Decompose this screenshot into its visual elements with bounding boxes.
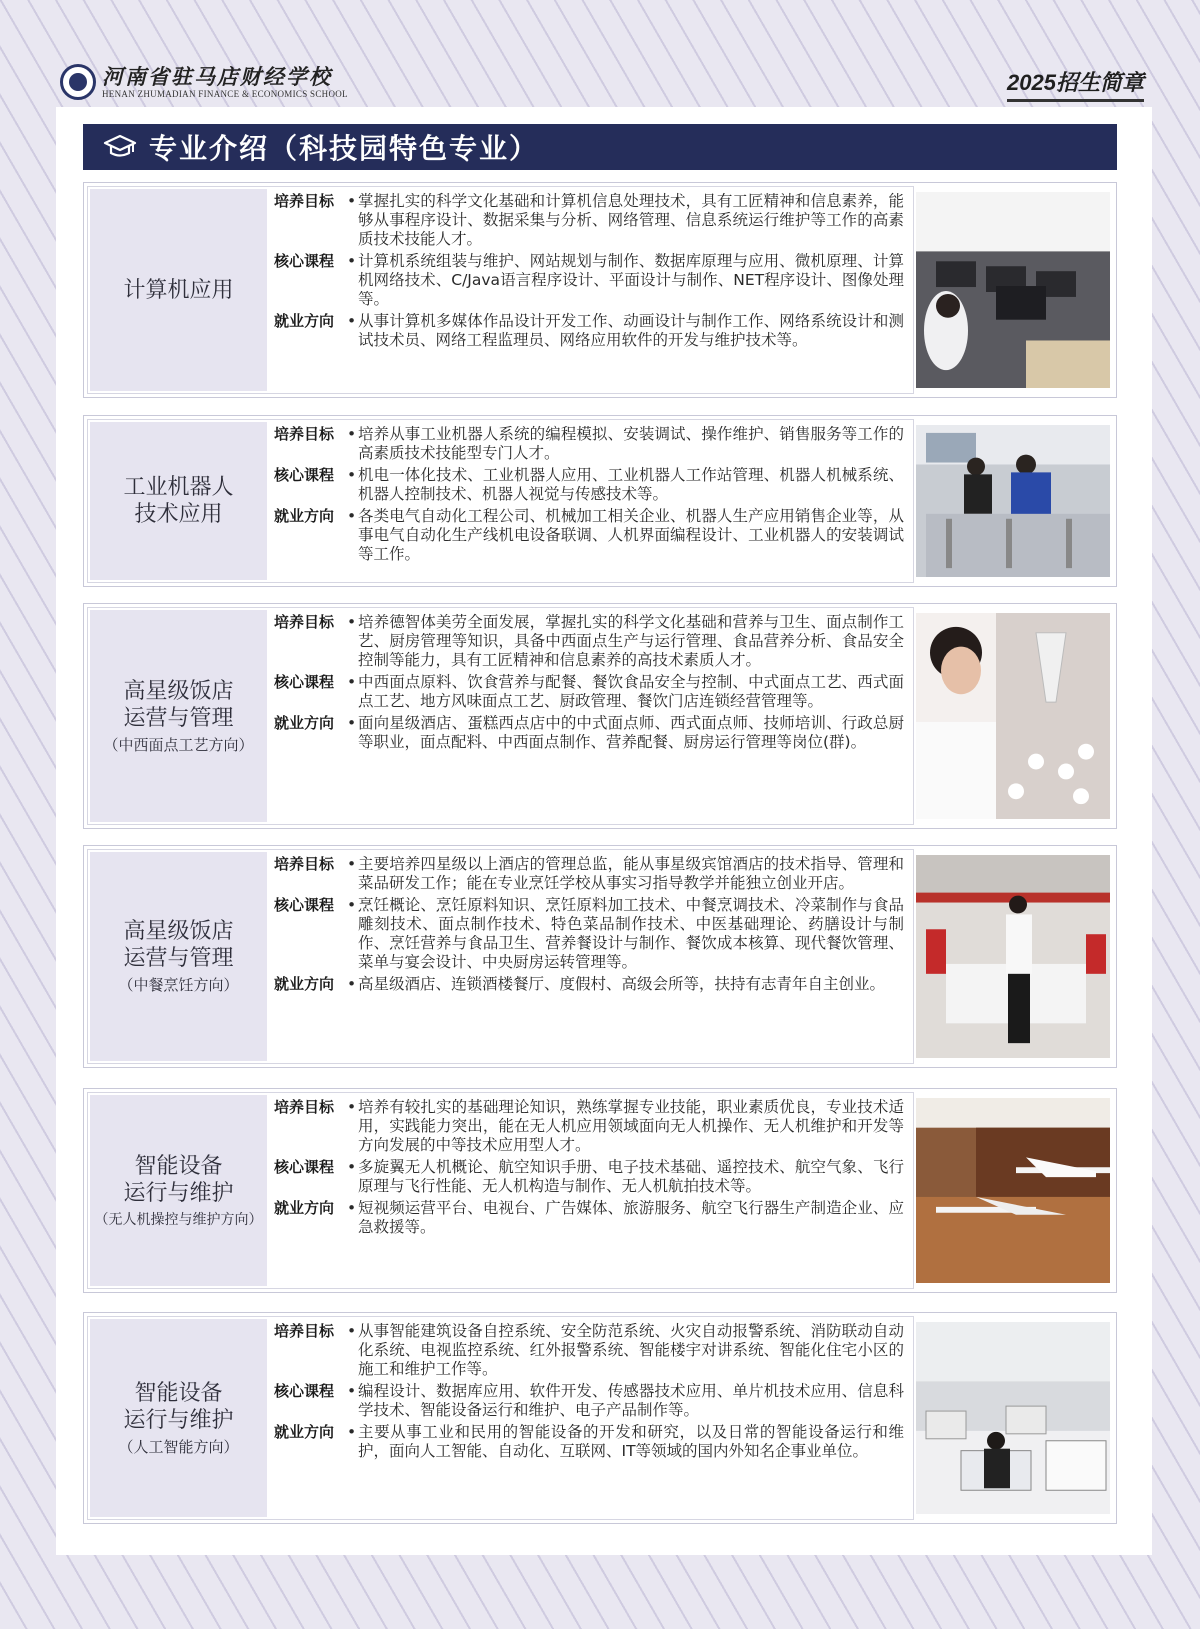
- school-seal-icon: [60, 64, 96, 100]
- major-name-box: [90, 610, 267, 822]
- goal-label: 培养目标: [274, 613, 335, 631]
- courses-text: • 烹饪概论、烹饪原料知识、烹饪原料加工技术、中餐烹调技术、冷菜制作与食品雕刻技术、面点制作技术、特色菜品制作技术、中医基础理论、药膳设计与制作、烹饪营养与食品卫生、营养餐设计与制作、餐饮成本核算、现代餐饮管理、菜单与宴会设计、中央厨房运转管理等。: [346, 896, 904, 972]
- career-label: 就业方向: [274, 312, 335, 330]
- goal-text: • 培养德智体美劳全面发展，掌握扎实的科学文化基础和营养与卫生、面点制作工艺、厨房管理等知识，具备中西面点生产与运行管理、食品营养分析、食品安全控制等能力，具有工匠精神和信息素养的高技术素质人才。: [346, 613, 904, 670]
- major-card-cuisine: [83, 845, 1117, 1068]
- goal-text: • 掌握扎实的科学文化基础和计算机信息处理技术，具有工匠精神和信息素养，能够从事程序设计、数据采集与分析、网络管理、信息系统运行维护等工作的高素质技术技能人才。: [346, 192, 904, 249]
- major-name-box: [90, 1095, 267, 1286]
- major-name-box: [90, 1319, 267, 1517]
- goal-text: • 培养从事工业机器人系统的编程模拟、安装调试、操作维护、销售服务等工作的高素质技术技能型专门人才。: [346, 425, 904, 463]
- computer-lab-photo: [916, 192, 1110, 388]
- courses-label: 核心课程: [274, 252, 335, 270]
- major-name-line1: 智能设备: [134, 1380, 223, 1406]
- school-name-cn: 河南省驻马店财经学校: [102, 64, 332, 89]
- career-text: • 短视频运营平台、电视台、广告媒体、旅游服务、航空飞行器生产制造企业、应急救援等。: [346, 1199, 904, 1237]
- major-direction: （人工智能方向）: [118, 1437, 239, 1456]
- major-name-line2: 技术应用: [134, 502, 223, 527]
- courses-text: • 计算机系统组装与维护、网站规划与制作、数据库原理与应用、微机原理、计算机网络技术、C/Java语言程序设计、平面设计与制作、NET程序设计、图像处理等。: [346, 252, 904, 309]
- major-card-ai: [83, 1312, 1117, 1524]
- ai-lab-photo: [916, 1322, 1110, 1514]
- major-name-line2: 运营与管理: [123, 946, 234, 971]
- major-name-box: [90, 852, 267, 1061]
- major-name-line1: 智能设备: [134, 1153, 223, 1179]
- goal-text: • 从事智能建筑设备自控系统、安全防范系统、火灾自动报警系统、消防联动自动化系统、电视监控系统、红外报警系统、智能楼宇对讲系统、智能化住宅小区的施工和维护工作等。: [346, 1322, 904, 1379]
- major-name-line2: 运营与管理: [123, 705, 234, 731]
- major-card-robotics: [83, 415, 1117, 587]
- goal-label: 培养目标: [274, 855, 335, 873]
- major-name-line1: 高星级饭店: [123, 678, 234, 704]
- school-name-en: HENAN ZHUMADIAN FINANCE & ECONOMICS SCHOOL: [102, 89, 348, 99]
- major-direction: （中餐烹饪方向）: [118, 976, 239, 994]
- goal-text: • 培养有较扎实的基础理论知识，熟练掌握专业技能，职业素质优良，专业技术适用，实践能力突出，能在无人机应用领域面向无人机操作、无人机维护和开发等方向发展的中等技术应用型人才。: [346, 1098, 904, 1155]
- courses-text: • 多旋翼无人机概论、航空知识手册、电子技术基础、遥控技术、航空气象、飞行原理与飞行性能、无人机构造与制作、无人机航拍技术等。: [346, 1158, 904, 1196]
- major-direction: （无人机操控与维护方向）: [94, 1211, 263, 1228]
- major-name-box: [90, 422, 267, 580]
- major-name-line2: 运行与维护: [123, 1407, 234, 1433]
- major-name-line2: 运行与维护: [123, 1180, 234, 1206]
- school-logo: [60, 64, 348, 100]
- courses-text: • 机电一体化技术、工业机器人应用、工业机器人工作站管理、机器人机械系统、机器人控制技术、机器人视觉与传感技术等。: [346, 466, 904, 504]
- major-card-pastry: [83, 603, 1117, 829]
- major-name-line1: 工业机器人: [123, 475, 234, 500]
- goal-label: 培养目标: [274, 1098, 335, 1116]
- courses-label: 核心课程: [274, 1382, 335, 1400]
- courses-text: • 中西面点原料、饮食营养与配餐、餐饮食品安全与控制、中式面点工艺、西式面点工艺、地方风味面点工艺、厨政管理、餐饮门店连锁经营管理等。: [346, 673, 904, 711]
- courses-label: 核心课程: [274, 1158, 335, 1176]
- career-label: 就业方向: [274, 1423, 335, 1441]
- career-text: • 高星级酒店、连锁酒楼餐厅、度假村、高级会所等，扶持有志青年自主创业。: [346, 975, 904, 994]
- career-text: • 各类电气自动化工程公司、机械加工相关企业、机器人生产应用销售企业等，从事电气自动化生产线机电设备联调、人机界面编程设计、工业机器人的安装调试等工作。: [346, 507, 904, 564]
- brochure-title: 2025招生简章: [1007, 66, 1144, 102]
- career-label: 就业方向: [274, 714, 335, 732]
- drone-photo: [916, 1098, 1110, 1283]
- major-name: 计算机应用: [123, 277, 234, 303]
- major-name-box: [90, 189, 267, 391]
- goal-text: • 主要培养四星级以上酒店的管理总监，能从事星级宾馆酒店的技术指导、管理和菜品研发工作；能在专业烹饪学校从事实习指导教学并能独立创业开店。: [346, 855, 904, 893]
- courses-label: 核心课程: [274, 673, 335, 691]
- major-direction: （中西面点工艺方向）: [103, 735, 254, 754]
- career-text: • 从事计算机多媒体作品设计开发工作、动画设计与制作工作、网络系统设计和测试技术员、网络工程监理员、网络应用软件的开发与维护技术等。: [346, 312, 904, 350]
- career-text: • 面向星级酒店、蛋糕西点店中的中式面点师、西式面点师、技师培训、行政总厨等职业，面点配料、中西面点制作、营养配餐、厨房运行管理等岗位(群)。: [346, 714, 904, 752]
- chef-photo: [916, 855, 1110, 1058]
- goal-label: 培养目标: [274, 1322, 335, 1340]
- major-name-line1: 高星级饭店: [123, 919, 234, 944]
- courses-label: 核心课程: [274, 466, 335, 484]
- graduation-cap-icon: [103, 134, 137, 160]
- career-text: • 主要从事工业和民用的智能设备的开发和研究，以及日常的智能设备运行和维护，面向人工智能、自动化、互联网、IT等领域的国内外知名企事业单位。: [346, 1423, 904, 1461]
- career-label: 就业方向: [274, 1199, 335, 1217]
- major-card-computer: [83, 182, 1117, 398]
- courses-label: 核心课程: [274, 896, 335, 914]
- courses-text: • 编程设计、数据库应用、软件开发、传感器技术应用、单片机技术应用、信息科学技术、智能设备运行和维护、电子产品制作等。: [346, 1382, 904, 1420]
- career-label: 就业方向: [274, 507, 335, 525]
- pastry-photo: [916, 613, 1110, 819]
- section-banner: [83, 124, 1117, 170]
- goal-label: 培养目标: [274, 192, 335, 210]
- robot-lab-photo: [916, 425, 1110, 577]
- goal-label: 培养目标: [274, 425, 335, 443]
- section-title: 专业介绍（科技园特色专业）: [149, 132, 540, 165]
- career-label: 就业方向: [274, 975, 335, 993]
- major-card-drone: [83, 1088, 1117, 1293]
